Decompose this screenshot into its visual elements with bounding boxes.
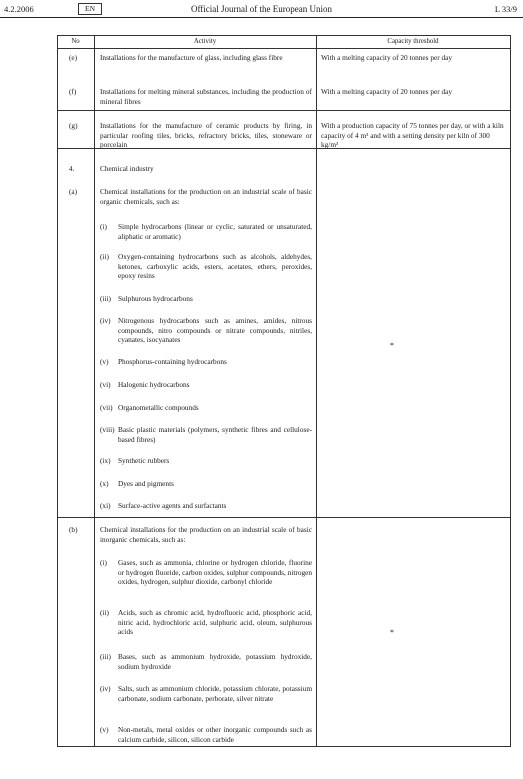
- table-border-right: [510, 35, 511, 746]
- list-item-text: Basic plastic materials (polymers, synthetic fibres and cellulose-based fibres): [118, 425, 312, 444]
- list-item-number: (x): [100, 479, 109, 488]
- threshold-asterisk: *: [390, 628, 394, 637]
- column-header-threshold: Capacity threshold: [387, 38, 439, 45]
- language-badge: EN: [78, 3, 102, 15]
- list-item-text: Acids, such as chromic acid, hydrofluoric acid, phosphoric acid, nitric acid, hydrochloric acid, sulphuric acid, oleum, sulphurous acids: [118, 608, 312, 637]
- threshold-text: With a melting capacity of 20 tonnes per day: [321, 53, 453, 62]
- list-item-number: (vii): [100, 403, 113, 412]
- row-number: (f): [69, 87, 77, 96]
- table-border-left: [57, 35, 58, 746]
- list-item-text: Halogenic hydrocarbons: [118, 380, 190, 389]
- section-number: 4.: [69, 164, 75, 173]
- row-number: (b): [69, 525, 78, 534]
- list-item-number: (viii): [100, 425, 115, 434]
- section-title: Chemical industry: [100, 164, 154, 173]
- list-item-text: Salts, such as ammonium chloride, potassium chlorate, potassium carbonate, sodium carbonate, perborate, silver nitrate: [118, 684, 312, 703]
- row-number: (e): [69, 53, 78, 62]
- list-item-number: (i): [100, 558, 107, 567]
- table-top-rule: [57, 35, 511, 36]
- activity-text: Installations for the manufacture of ceramic products by firing, in particular roofing tiles, bricks, refractory bricks, tiles, stoneware or porcelain: [100, 121, 312, 150]
- list-item-text: Non-metals, metal oxides or other inorganic compounds such as calcium carbide, silicon, silicon carbide: [118, 725, 312, 744]
- section-intro: Chemical installations for the production on an industrial scale of basic inorganic chemicals, such as:: [100, 525, 312, 544]
- header-rule: [0, 17, 523, 18]
- list-item-text: Synthetic rubbers: [118, 456, 170, 465]
- threshold-text: With a melting capacity of 20 tonnes per day: [321, 87, 453, 96]
- list-item-number: (vi): [100, 380, 111, 389]
- list-item-number: (ix): [100, 456, 111, 465]
- activities-table: [57, 35, 511, 747]
- section-intro: Chemical installations for the production on an industrial scale of basic organic chemicals, such as:: [100, 187, 312, 206]
- list-item-number: (ii): [100, 608, 109, 617]
- activity-text: Installations for the manufacture of glass, including glass fibre: [100, 53, 283, 62]
- list-item-number: (ii): [100, 252, 109, 261]
- threshold-asterisk: *: [390, 341, 394, 350]
- page-header: [0, 0, 523, 18]
- row-number: (g): [69, 121, 78, 130]
- column-header-no: No: [71, 38, 80, 45]
- activity-text: Installations for melting mineral substances, including the production of mineral fibres: [100, 87, 312, 106]
- list-item-number: (xi): [100, 501, 111, 510]
- list-item-text: Dyes and pigments: [118, 479, 174, 488]
- list-item-number: (iv): [100, 684, 111, 693]
- row-number: (a): [69, 187, 78, 196]
- list-item-text: Surface-active agents and surfactants: [118, 501, 227, 510]
- list-item-text: Simple hydrocarbons (linear or cyclic, saturated or unsaturated, aliphatic or aromatic): [118, 222, 312, 241]
- header-date: 4.2.2006: [4, 4, 34, 14]
- list-item-text: Gases, such as ammonia, chlorine or hydrogen chloride, fluorine or hydrogen fluoride, carbon oxides, sulphur compounds, nitrogen oxides, hydrogen, sulphur dioxide, carbonyl chloride: [118, 558, 312, 587]
- journal-title: Official Journal of the European Union: [190, 4, 333, 14]
- list-item-number: (iii): [100, 652, 111, 661]
- column-divider: [94, 35, 95, 746]
- list-item-number: (iii): [100, 294, 111, 303]
- list-item-text: Organometallic compounds: [118, 403, 199, 412]
- list-item-text: Nitrogenous hydrocarbons such as amines, amides, nitrous compounds, nitro compounds or nitrate compounds, nitriles, cyanates, isocyanates: [118, 316, 312, 345]
- column-header-activity: Activity: [193, 38, 217, 45]
- list-item-number: (i): [100, 222, 107, 231]
- list-item-number: (v): [100, 725, 109, 734]
- page-number: L 33/9: [494, 4, 517, 14]
- column-divider: [316, 35, 317, 746]
- row-divider: [57, 517, 511, 518]
- threshold-text: With a production capacity of 75 tonnes per day, or with a kiln capacity of 4 m³ and with a setting density per kiln of 300 kg/m³: [321, 121, 504, 150]
- list-item-text: Sulphurous hydrocarbons: [118, 294, 193, 303]
- list-item-number: (iv): [100, 316, 111, 325]
- row-divider: [57, 48, 511, 49]
- list-item-text: Phosphorus-containing hydrocarbons: [118, 357, 227, 366]
- list-item-text: Bases, such as ammonium hydroxide, potassium hydroxide, sodium hydroxide: [118, 652, 312, 671]
- list-item-text: Oxygen-containing hydrocarbons such as alcohols, aldehydes, ketones, carboxylic acids, esters, acetates, ethers, peroxides, epoxy resins: [118, 252, 312, 281]
- row-divider: [57, 110, 511, 111]
- list-item-number: (v): [100, 357, 109, 366]
